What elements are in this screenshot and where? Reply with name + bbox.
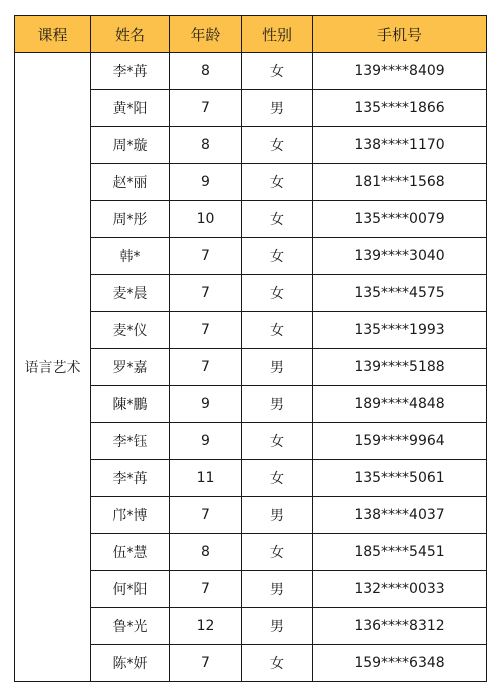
age-cell: 7 [170,349,242,386]
gender-cell: 男 [242,386,313,423]
header-phone: 手机号 [313,16,487,53]
gender-cell: 女 [242,275,313,312]
name-cell: 李*苒 [91,53,170,90]
age-cell: 7 [170,238,242,275]
phone-cell: 132****0033 [313,571,487,608]
phone-cell: 159****6348 [313,645,487,682]
age-cell: 7 [170,497,242,534]
gender-cell: 女 [242,238,313,275]
age-cell: 8 [170,53,242,90]
name-cell: 麦*晨 [91,275,170,312]
age-cell: 7 [170,312,242,349]
gender-cell: 男 [242,608,313,645]
name-cell: 何*阳 [91,571,170,608]
name-cell: 麦*仪 [91,312,170,349]
name-cell: 陳*鵬 [91,386,170,423]
gender-cell: 女 [242,534,313,571]
name-cell: 赵*丽 [91,164,170,201]
gender-cell: 男 [242,349,313,386]
phone-cell: 138****4037 [313,497,487,534]
phone-cell: 135****5061 [313,460,487,497]
name-cell: 陈*妍 [91,645,170,682]
age-cell: 7 [170,571,242,608]
gender-cell: 女 [242,312,313,349]
age-cell: 9 [170,164,242,201]
header-row [15,16,487,53]
name-cell: 鲁*光 [91,608,170,645]
gender-cell: 女 [242,201,313,238]
phone-cell: 189****4848 [313,386,487,423]
phone-cell: 138****1170 [313,127,487,164]
gender-cell: 女 [242,423,313,460]
phone-cell: 135****1993 [313,312,487,349]
phone-cell: 139****3040 [313,238,487,275]
gender-cell: 男 [242,90,313,127]
age-cell: 9 [170,423,242,460]
age-cell: 8 [170,534,242,571]
gender-cell: 女 [242,164,313,201]
phone-cell: 185****5451 [313,534,487,571]
name-cell: 李*苒 [91,460,170,497]
header-name: 姓名 [91,16,170,53]
header-gender: 性别 [242,16,313,53]
table-row [15,53,487,90]
phone-cell: 135****1866 [313,90,487,127]
roster-body [15,53,487,682]
header-age: 年龄 [170,16,242,53]
gender-cell: 女 [242,53,313,90]
phone-cell: 139****5188 [313,349,487,386]
name-cell: 李*钰 [91,423,170,460]
name-cell: 黄*阳 [91,90,170,127]
course-cell: 语言艺术 [15,53,91,682]
name-cell: 伍*慧 [91,534,170,571]
gender-cell: 女 [242,127,313,164]
gender-cell: 男 [242,571,313,608]
student-roster-table [14,15,487,682]
gender-cell: 女 [242,645,313,682]
phone-cell: 159****9964 [313,423,487,460]
name-cell: 周*璇 [91,127,170,164]
phone-cell: 136****8312 [313,608,487,645]
phone-cell: 139****8409 [313,53,487,90]
phone-cell: 135****4575 [313,275,487,312]
name-cell: 罗*嘉 [91,349,170,386]
age-cell: 7 [170,90,242,127]
age-cell: 9 [170,386,242,423]
age-cell: 10 [170,201,242,238]
header-course: 课程 [15,16,91,53]
name-cell: 周*彤 [91,201,170,238]
phone-cell: 181****1568 [313,164,487,201]
gender-cell: 男 [242,497,313,534]
gender-cell: 女 [242,460,313,497]
age-cell: 7 [170,645,242,682]
age-cell: 11 [170,460,242,497]
age-cell: 12 [170,608,242,645]
name-cell: 邝*博 [91,497,170,534]
phone-cell: 135****0079 [313,201,487,238]
age-cell: 8 [170,127,242,164]
age-cell: 7 [170,275,242,312]
name-cell: 韩* [91,238,170,275]
